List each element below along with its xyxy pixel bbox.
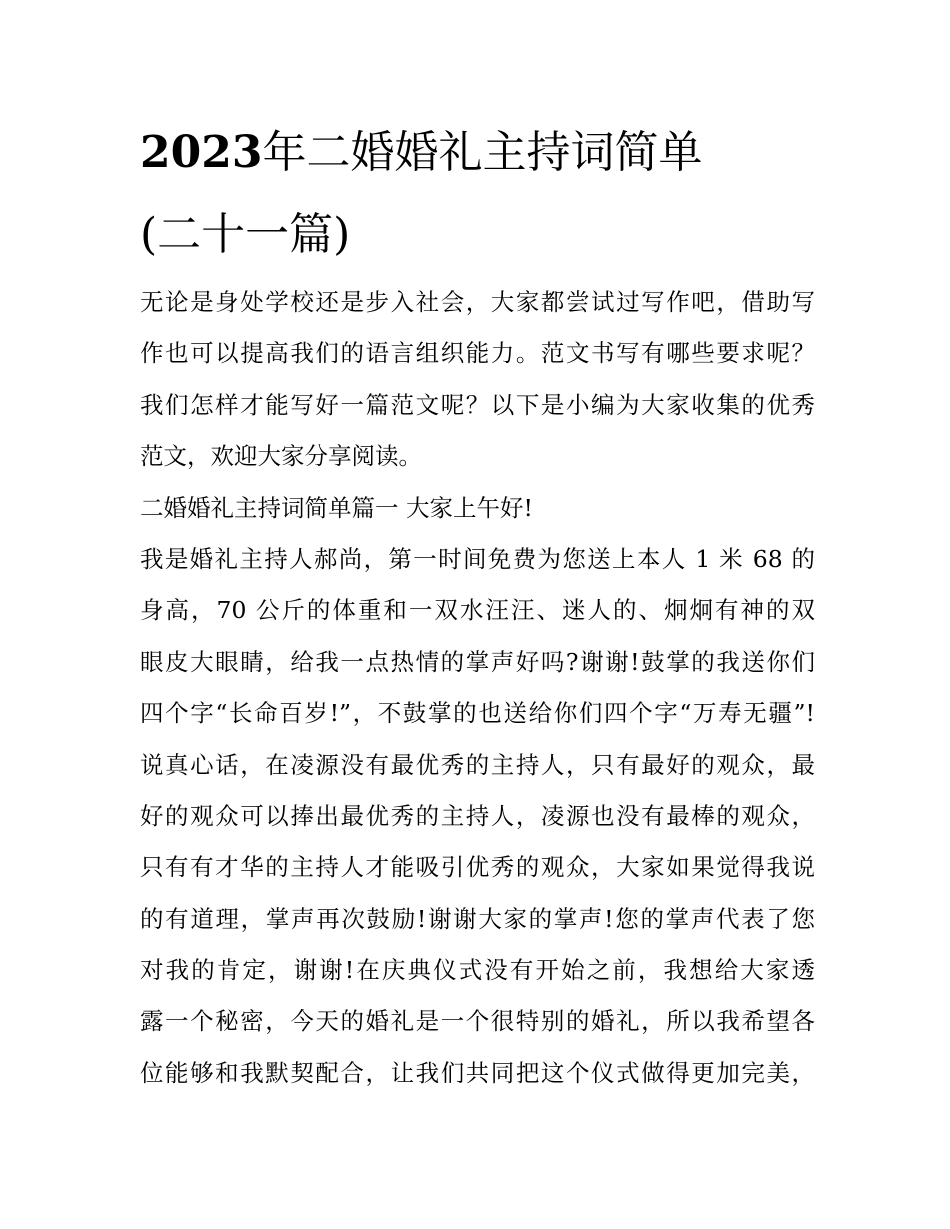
- body-line: 眼皮大眼睛，给我一点热情的掌声好吗?谢谢!鼓掌的我送你们: [140, 647, 815, 676]
- body-line: 我是婚礼主持人郝尚，第一时间免费为您送上本人 1 米 68 的: [140, 544, 815, 573]
- body-line: 身高，70 公斤的体重和一双水汪汪、迷人的、炯炯有神的双: [140, 596, 815, 625]
- document-title: [140, 112, 820, 276]
- title-year: 2023: [140, 127, 263, 178]
- body-line: 我们怎样才能写好一篇范文呢？以下是小编为大家收集的优秀: [140, 390, 815, 419]
- section-heading-line: 二婚婚礼主持词简单篇一 大家上午好!: [140, 493, 533, 522]
- title-line-1: [140, 112, 820, 194]
- title-line-2: (二十一篇): [140, 209, 351, 260]
- body-line: 对我的肯定，谢谢!在庆典仪式没有开始之前，我想给大家透: [140, 956, 815, 985]
- body-line: 四个字“长命百岁!”，不鼓掌的也送给你们四个字“万寿无疆”!: [140, 699, 815, 728]
- body-line: 的有道理，掌声再次鼓励!谢谢大家的掌声!您的掌声代表了您: [140, 904, 815, 933]
- document-body: [140, 277, 815, 1099]
- body-line: 露一个秘密，今天的婚礼是一个很特别的婚礼，所以我希望各: [140, 1007, 815, 1036]
- body-line: 无论是身处学校还是步入社会，大家都尝试过写作吧，借助写: [140, 288, 815, 316]
- body-line: 只有有才华的主持人才能吸引优秀的观众，大家如果觉得我说: [140, 853, 815, 882]
- body-line: 范文，欢迎大家分享阅读。: [140, 442, 422, 471]
- body-line: 作也可以提高我们的语言组织能力。范文书写有哪些要求呢？: [140, 339, 815, 368]
- body-line: 说真心话，在凌源没有最优秀的主持人，只有最好的观众，最: [140, 750, 815, 779]
- body-line: 好的观众可以捧出最优秀的主持人，凌源也没有最棒的观众，: [140, 801, 815, 830]
- title-line-1-text: 年二婚婚礼主持词简单: [262, 127, 703, 178]
- body-line: 位能够和我默契配合，让我们共同把这个仪式做得更加完美，: [140, 1058, 815, 1087]
